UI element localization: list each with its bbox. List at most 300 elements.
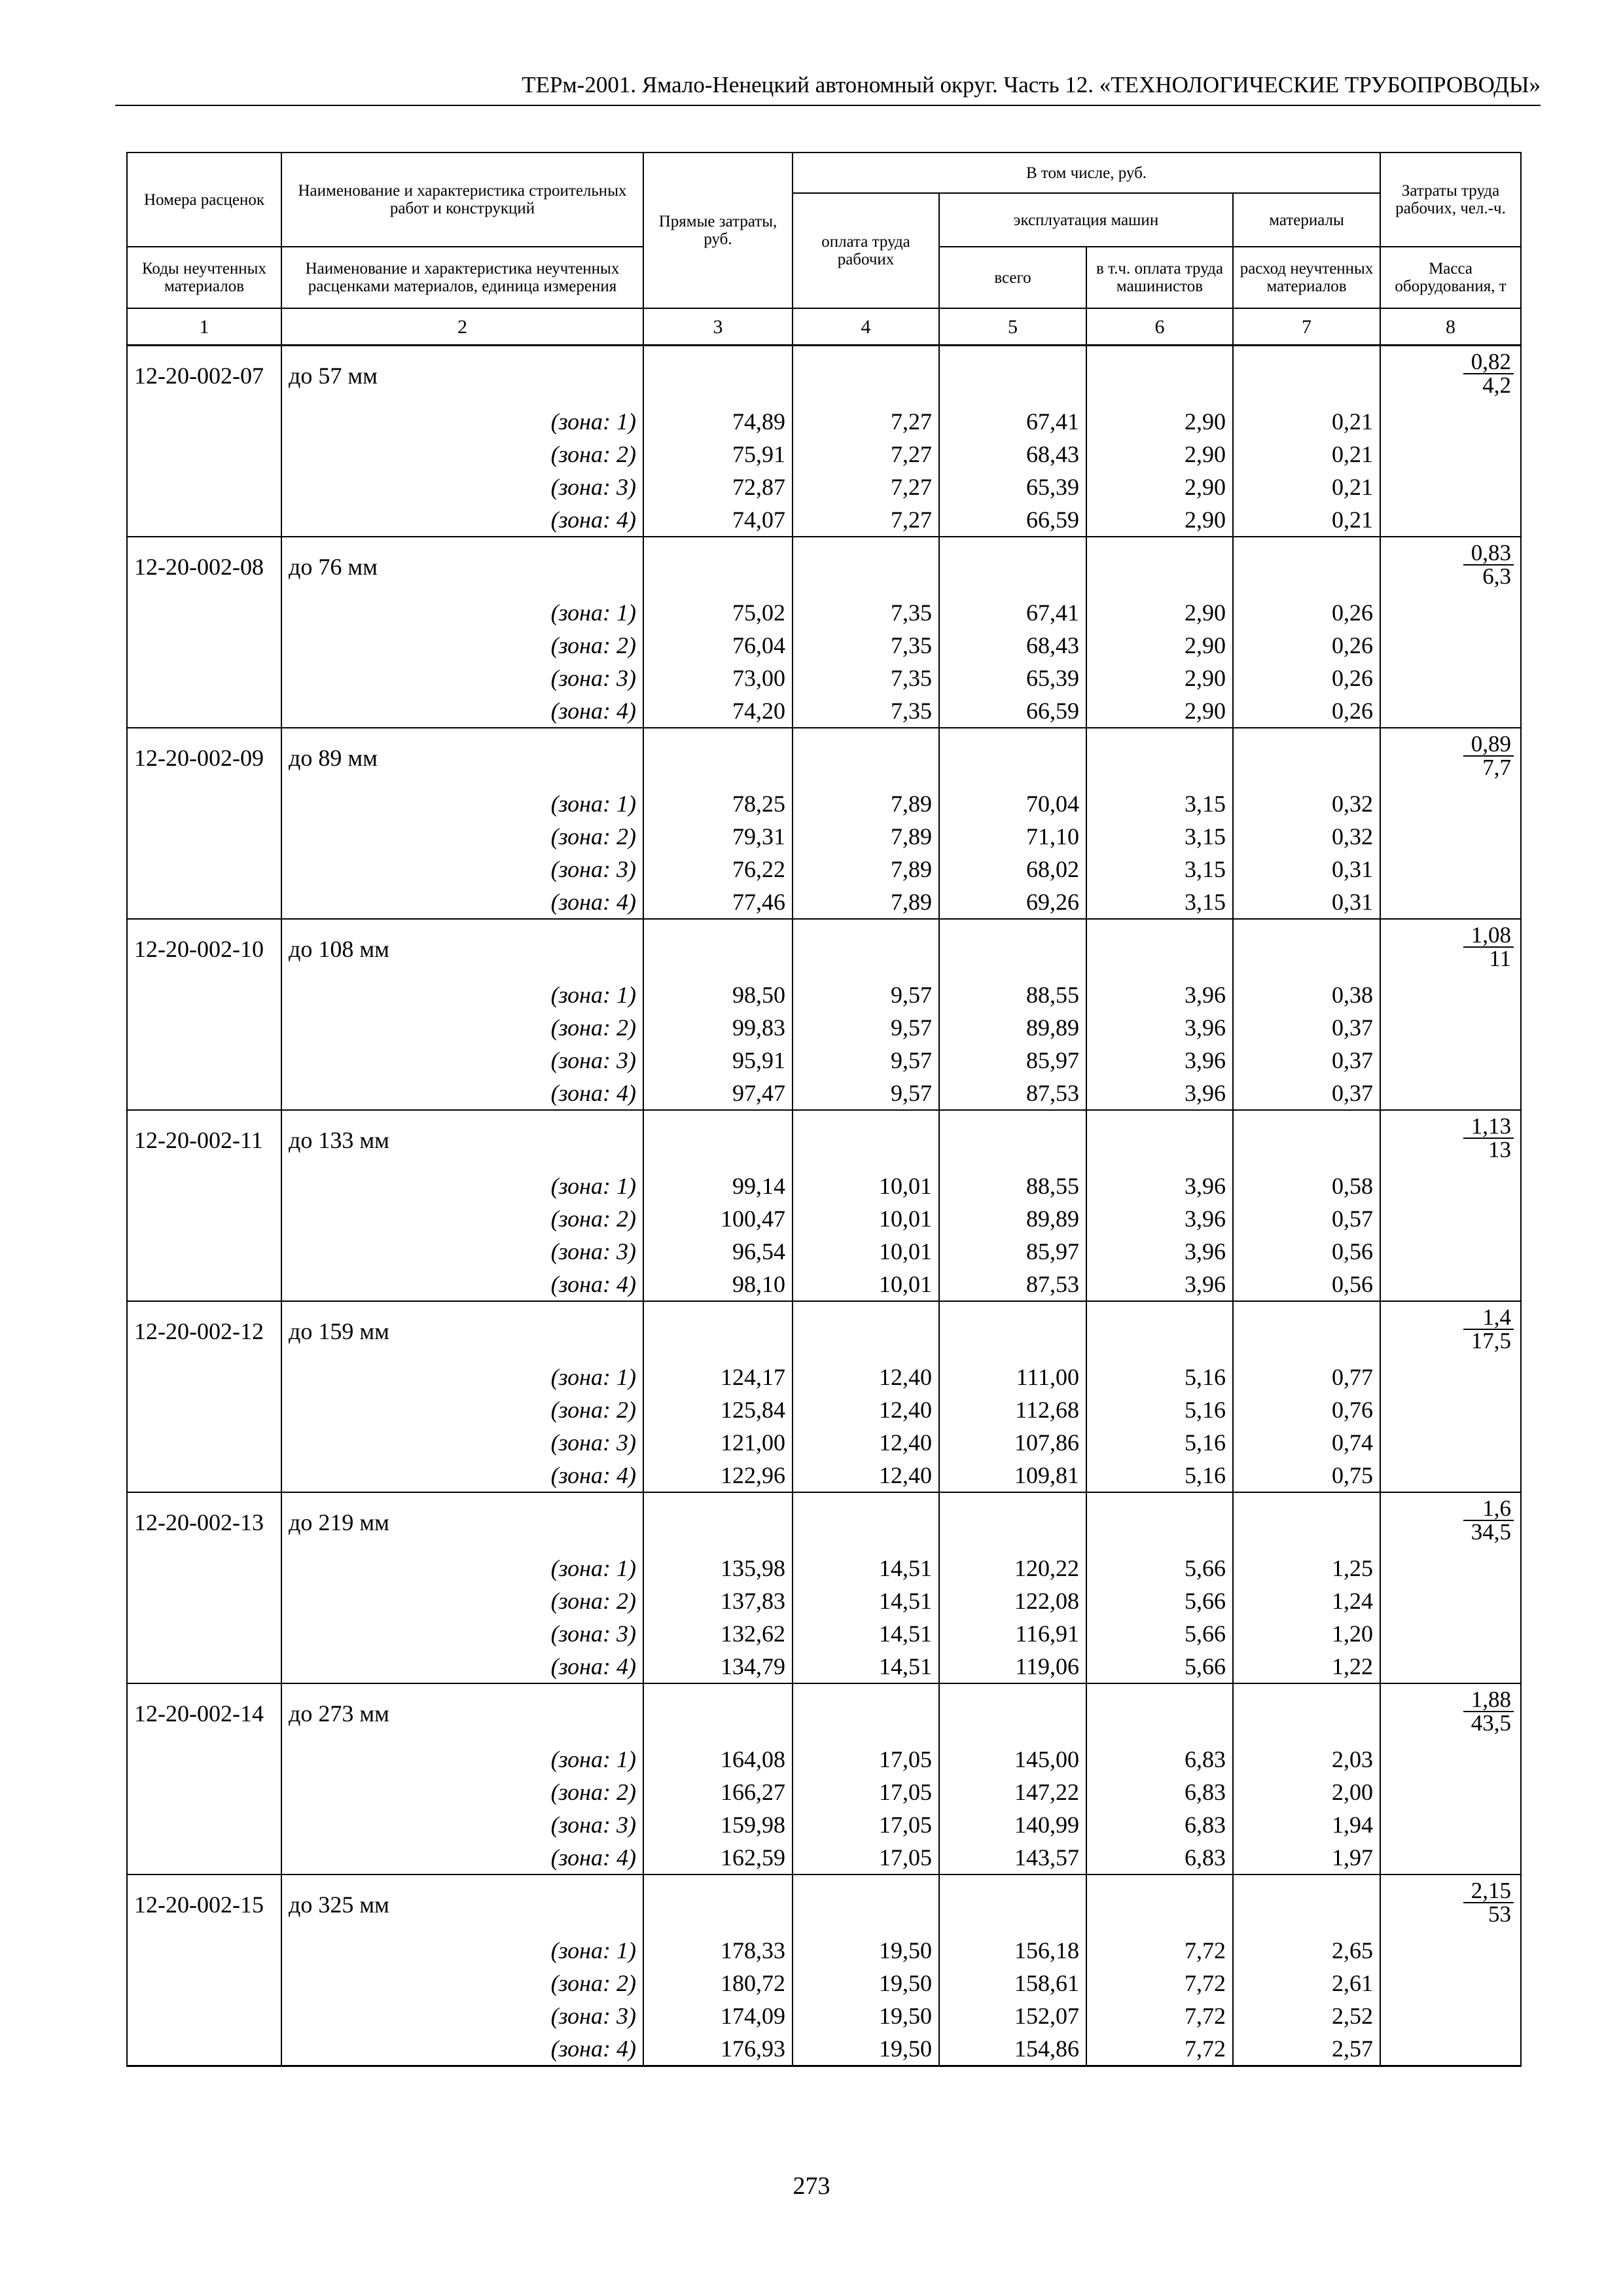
worker-wages-value: 7,27 (793, 471, 939, 503)
rates-body (127, 346, 1521, 2066)
zone-row (127, 1650, 1521, 1683)
empty-cell (127, 1011, 281, 1044)
zone-label: (зона: 2) (281, 1967, 643, 2000)
direct-costs-value: 95,91 (643, 1044, 793, 1077)
rate-name: до 89 мм (281, 728, 643, 787)
machines-total-value: 154,86 (939, 2032, 1086, 2066)
zone-label: (зона: 4) (281, 1650, 643, 1683)
rate-name: до 57 мм (281, 346, 643, 406)
zone-row (127, 1585, 1521, 1617)
operator-wages-value: 2,90 (1086, 662, 1233, 694)
direct-costs-value: 159,98 (643, 1808, 793, 1841)
empty-cell (1086, 1301, 1233, 1361)
empty-cell (1380, 596, 1521, 629)
machines-total-value: 107,86 (939, 1426, 1086, 1459)
rate-name: до 133 мм (281, 1110, 643, 1170)
direct-costs-value: 164,08 (643, 1743, 793, 1776)
zone-label: (зона: 2) (281, 1202, 643, 1235)
labor-mass-fraction (1380, 1492, 1521, 1552)
worker-wages-value: 14,51 (793, 1552, 939, 1585)
worker-wages-value: 7,27 (793, 438, 939, 471)
operator-wages-value: 7,72 (1086, 1967, 1233, 2000)
machines-total-value: 65,39 (939, 471, 1086, 503)
empty-cell (1380, 1170, 1521, 1202)
materials-value: 0,31 (1233, 853, 1380, 886)
empty-cell (1380, 438, 1521, 471)
operator-wages-value: 5,66 (1086, 1650, 1233, 1683)
column-number: 1 (127, 308, 281, 346)
empty-cell (1380, 1585, 1521, 1617)
empty-cell (643, 728, 793, 787)
empty-cell (1380, 662, 1521, 694)
empty-cell (1380, 1967, 1521, 2000)
materials-value: 0,26 (1233, 662, 1380, 694)
header-work-name: Наименование и характеристика строительных работ и конструкций (281, 152, 643, 247)
empty-cell (127, 662, 281, 694)
rate-code: 12-20-002-07 (127, 346, 281, 406)
operator-wages-value: 3,96 (1086, 1077, 1233, 1110)
operator-wages-value: 6,83 (1086, 1808, 1233, 1841)
labor-costs-value: 2,15 (1463, 1880, 1514, 1903)
rate-row (127, 1301, 1521, 1361)
zone-row (127, 596, 1521, 629)
zone-row (127, 1235, 1521, 1268)
zone-row (127, 1841, 1521, 1874)
direct-costs-value: 99,83 (643, 1011, 793, 1044)
zone-row (127, 1170, 1521, 1202)
zone-label: (зона: 2) (281, 1011, 643, 1044)
operator-wages-value: 3,96 (1086, 1268, 1233, 1301)
direct-costs-value: 132,62 (643, 1617, 793, 1650)
empty-cell (1233, 346, 1380, 406)
equipment-mass-value: 11 (1489, 945, 1512, 971)
empty-cell (1380, 1044, 1521, 1077)
empty-cell (127, 978, 281, 1011)
machines-total-value: 116,91 (939, 1617, 1086, 1650)
zone-row (127, 662, 1521, 694)
labor-costs-value: 1,13 (1463, 1115, 1514, 1139)
zone-label: (зона: 4) (281, 1077, 643, 1110)
zone-label: (зона: 3) (281, 471, 643, 503)
zone-label: (зона: 4) (281, 2032, 643, 2066)
materials-value: 0,38 (1233, 978, 1380, 1011)
worker-wages-value: 19,50 (793, 2032, 939, 2066)
zone-row (127, 1808, 1521, 1841)
machines-total-value: 85,97 (939, 1235, 1086, 1268)
labor-costs-value: 0,89 (1463, 733, 1514, 757)
materials-value: 0,76 (1233, 1393, 1380, 1426)
empty-cell (127, 1459, 281, 1492)
zone-row (127, 853, 1521, 886)
empty-cell (1380, 1743, 1521, 1776)
empty-cell (1233, 919, 1380, 978)
labor-mass-fraction (1380, 728, 1521, 787)
machines-total-value: 68,02 (939, 853, 1086, 886)
empty-cell (1380, 820, 1521, 853)
empty-cell (127, 1393, 281, 1426)
empty-cell (1380, 1617, 1521, 1650)
operator-wages-value: 7,72 (1086, 2032, 1233, 2066)
zone-label: (зона: 3) (281, 1235, 643, 1268)
operator-wages-value: 5,66 (1086, 1585, 1233, 1617)
zone-row (127, 978, 1521, 1011)
direct-costs-value: 96,54 (643, 1235, 793, 1268)
materials-value: 2,61 (1233, 1967, 1380, 2000)
materials-value: 2,65 (1233, 1934, 1380, 1967)
rate-name: до 76 мм (281, 537, 643, 596)
empty-cell (643, 1301, 793, 1361)
fraction (1463, 1115, 1514, 1161)
empty-cell (127, 2032, 281, 2066)
direct-costs-value: 98,50 (643, 978, 793, 1011)
machines-total-value: 156,18 (939, 1934, 1086, 1967)
equipment-mass-value: 6,3 (1482, 563, 1512, 589)
materials-value: 0,26 (1233, 596, 1380, 629)
machines-total-value: 120,22 (939, 1552, 1086, 1585)
empty-cell (1380, 1202, 1521, 1235)
zone-label: (зона: 2) (281, 629, 643, 662)
zone-row (127, 1776, 1521, 1808)
zone-label: (зона: 3) (281, 1426, 643, 1459)
zone-label: (зона: 3) (281, 1044, 643, 1077)
equipment-mass-value: 17,5 (1471, 1327, 1512, 1354)
empty-cell (643, 346, 793, 406)
worker-wages-value: 7,27 (793, 405, 939, 438)
column-number: 2 (281, 308, 643, 346)
worker-wages-value: 17,05 (793, 1743, 939, 1776)
worker-wages-value: 10,01 (793, 1170, 939, 1202)
machines-total-value: 67,41 (939, 405, 1086, 438)
worker-wages-value: 10,01 (793, 1235, 939, 1268)
empty-cell (1086, 728, 1233, 787)
zone-row (127, 438, 1521, 471)
empty-cell (127, 1235, 281, 1268)
column-number: 7 (1233, 308, 1380, 346)
materials-value: 0,56 (1233, 1268, 1380, 1301)
zone-row (127, 2032, 1521, 2066)
zone-label: (зона: 3) (281, 1808, 643, 1841)
zone-row (127, 1552, 1521, 1585)
rate-code: 12-20-002-14 (127, 1683, 281, 1743)
rate-row (127, 1874, 1521, 1934)
empty-cell (939, 346, 1086, 406)
rate-code: 12-20-002-12 (127, 1301, 281, 1361)
empty-cell (1380, 1426, 1521, 1459)
materials-value: 1,20 (1233, 1617, 1380, 1650)
materials-value: 0,57 (1233, 1202, 1380, 1235)
empty-cell (643, 1492, 793, 1552)
empty-cell (1380, 978, 1521, 1011)
rate-name: до 108 мм (281, 919, 643, 978)
zone-label: (зона: 1) (281, 1743, 643, 1776)
worker-wages-value: 7,89 (793, 820, 939, 853)
fraction (1463, 924, 1514, 970)
empty-cell (1086, 537, 1233, 596)
column-number: 3 (643, 308, 793, 346)
empty-cell (1380, 1077, 1521, 1110)
direct-costs-value: 134,79 (643, 1650, 793, 1683)
empty-cell (1380, 2000, 1521, 2032)
fraction (1463, 348, 1514, 398)
materials-value: 0,21 (1233, 405, 1380, 438)
worker-wages-value: 14,51 (793, 1585, 939, 1617)
operator-wages-value: 5,16 (1086, 1426, 1233, 1459)
materials-value: 0,56 (1233, 1235, 1380, 1268)
operator-wages-value: 2,90 (1086, 438, 1233, 471)
materials-value: 0,37 (1233, 1044, 1380, 1077)
empty-cell (1380, 503, 1521, 537)
zone-label: (зона: 1) (281, 978, 643, 1011)
operator-wages-value: 3,96 (1086, 1011, 1233, 1044)
direct-costs-value: 180,72 (643, 1967, 793, 2000)
operator-wages-value: 2,90 (1086, 503, 1233, 537)
materials-value: 1,22 (1233, 1650, 1380, 1683)
rate-name: до 159 мм (281, 1301, 643, 1361)
rate-row (127, 919, 1521, 978)
zone-row (127, 1011, 1521, 1044)
empty-cell (127, 2000, 281, 2032)
worker-wages-value: 12,40 (793, 1393, 939, 1426)
machines-total-value: 66,59 (939, 503, 1086, 537)
empty-cell (1380, 787, 1521, 820)
zone-row (127, 1393, 1521, 1426)
direct-costs-value: 79,31 (643, 820, 793, 853)
rate-code: 12-20-002-10 (127, 919, 281, 978)
empty-cell (1380, 1808, 1521, 1841)
worker-wages-value: 19,50 (793, 1967, 939, 2000)
materials-value: 0,31 (1233, 886, 1380, 919)
rates-table (126, 152, 1522, 2067)
zone-row (127, 787, 1521, 820)
zone-row (127, 1044, 1521, 1077)
zone-row (127, 1459, 1521, 1492)
empty-cell (127, 503, 281, 537)
rate-row (127, 1683, 1521, 1743)
operator-wages-value: 2,90 (1086, 629, 1233, 662)
direct-costs-value: 75,02 (643, 596, 793, 629)
header-equipment-mass: Масса оборудования, т (1380, 247, 1521, 308)
empty-cell (1086, 1683, 1233, 1743)
machines-total-value: 158,61 (939, 1967, 1086, 2000)
machines-total-value: 68,43 (939, 438, 1086, 471)
direct-costs-value: 122,96 (643, 1459, 793, 1492)
empty-cell (1233, 1110, 1380, 1170)
empty-cell (1380, 1011, 1521, 1044)
rate-code: 12-20-002-13 (127, 1492, 281, 1552)
direct-costs-value: 74,89 (643, 405, 793, 438)
empty-cell (127, 1743, 281, 1776)
materials-value: 0,21 (1233, 438, 1380, 471)
direct-costs-value: 76,22 (643, 853, 793, 886)
empty-cell (1086, 346, 1233, 406)
labor-mass-fraction (1380, 1874, 1521, 1934)
empty-cell (1233, 1492, 1380, 1552)
zone-label: (зона: 4) (281, 694, 643, 728)
machines-total-value: 89,89 (939, 1202, 1086, 1235)
empty-cell (1086, 1110, 1233, 1170)
materials-value: 2,03 (1233, 1743, 1380, 1776)
fraction (1463, 1495, 1514, 1545)
operator-wages-value: 3,15 (1086, 787, 1233, 820)
labor-mass-fraction (1380, 537, 1521, 596)
machines-total-value: 109,81 (939, 1459, 1086, 1492)
fraction (1463, 1686, 1514, 1736)
empty-cell (127, 471, 281, 503)
page-number: 273 (793, 2172, 830, 2200)
zone-label: (зона: 2) (281, 1585, 643, 1617)
materials-value: 0,26 (1233, 694, 1380, 728)
fraction (1463, 1877, 1514, 1927)
machines-total-value: 152,07 (939, 2000, 1086, 2032)
header-machines-total: всего (939, 247, 1086, 308)
operator-wages-value: 3,96 (1086, 1235, 1233, 1268)
empty-cell (1380, 1268, 1521, 1301)
materials-value: 0,37 (1233, 1011, 1380, 1044)
zone-row (127, 1934, 1521, 1967)
labor-mass-fraction (1380, 919, 1521, 978)
worker-wages-value: 19,50 (793, 1934, 939, 1967)
worker-wages-value: 10,01 (793, 1202, 939, 1235)
worker-wages-value: 14,51 (793, 1617, 939, 1650)
materials-value: 0,32 (1233, 820, 1380, 853)
empty-cell (127, 1585, 281, 1617)
empty-cell (1233, 728, 1380, 787)
materials-value: 1,94 (1233, 1808, 1380, 1841)
zone-label: (зона: 2) (281, 438, 643, 471)
rate-row (127, 537, 1521, 596)
operator-wages-value: 3,96 (1086, 1044, 1233, 1077)
rate-row (127, 728, 1521, 787)
empty-cell (1380, 694, 1521, 728)
worker-wages-value: 7,35 (793, 629, 939, 662)
worker-wages-value: 7,27 (793, 503, 939, 537)
materials-value: 0,74 (1233, 1426, 1380, 1459)
empty-cell (939, 1874, 1086, 1934)
direct-costs-value: 98,10 (643, 1268, 793, 1301)
empty-cell (127, 1044, 281, 1077)
column-number: 6 (1086, 308, 1233, 346)
direct-costs-value: 74,20 (643, 694, 793, 728)
zone-label: (зона: 4) (281, 1268, 643, 1301)
machines-total-value: 89,89 (939, 1011, 1086, 1044)
direct-costs-value: 74,07 (643, 503, 793, 537)
worker-wages-value: 9,57 (793, 1044, 939, 1077)
zone-label: (зона: 1) (281, 1934, 643, 1967)
empty-cell (793, 346, 939, 406)
labor-mass-fraction (1380, 1110, 1521, 1170)
empty-cell (1380, 629, 1521, 662)
header-worker-wages: оплата труда рабочих (793, 193, 939, 308)
worker-wages-value: 9,57 (793, 978, 939, 1011)
worker-wages-value: 7,89 (793, 853, 939, 886)
operator-wages-value: 7,72 (1086, 2000, 1233, 2032)
operator-wages-value: 6,83 (1086, 1841, 1233, 1874)
operator-wages-value: 5,66 (1086, 1552, 1233, 1585)
column-number: 8 (1380, 308, 1521, 346)
materials-value: 0,21 (1233, 503, 1380, 537)
machines-total-value: 67,41 (939, 596, 1086, 629)
empty-cell (1380, 1459, 1521, 1492)
empty-cell (643, 1874, 793, 1934)
zone-row (127, 820, 1521, 853)
zone-label: (зона: 2) (281, 1393, 643, 1426)
operator-wages-value: 2,90 (1086, 596, 1233, 629)
empty-cell (939, 1492, 1086, 1552)
empty-cell (1380, 1650, 1521, 1683)
machines-total-value: 71,10 (939, 820, 1086, 853)
empty-cell (127, 1808, 281, 1841)
operator-wages-value: 3,15 (1086, 820, 1233, 853)
worker-wages-value: 17,05 (793, 1841, 939, 1874)
zone-row (127, 1617, 1521, 1650)
labor-mass-fraction (1380, 1301, 1521, 1361)
zone-label: (зона: 1) (281, 1361, 643, 1393)
rate-row (127, 346, 1521, 406)
materials-value: 0,26 (1233, 629, 1380, 662)
zone-label: (зона: 2) (281, 820, 643, 853)
machines-total-value: 88,55 (939, 1170, 1086, 1202)
header-material-names: Наименование и характеристика неучтенных расценками материалов, единица измерения (281, 247, 643, 308)
empty-cell (127, 405, 281, 438)
zone-row (127, 2000, 1521, 2032)
worker-wages-value: 7,35 (793, 596, 939, 629)
machines-total-value: 122,08 (939, 1585, 1086, 1617)
labor-costs-value: 1,08 (1463, 924, 1514, 948)
empty-cell (127, 886, 281, 919)
machines-total-value: 119,06 (939, 1650, 1086, 1683)
machines-total-value: 143,57 (939, 1841, 1086, 1874)
empty-cell (1380, 1934, 1521, 1967)
materials-value: 1,25 (1233, 1552, 1380, 1585)
labor-mass-fraction (1380, 346, 1521, 406)
direct-costs-value: 135,98 (643, 1552, 793, 1585)
zone-label: (зона: 1) (281, 405, 643, 438)
zone-row (127, 1426, 1521, 1459)
equipment-mass-value: 7,7 (1482, 754, 1512, 780)
header-machines-group: эксплуатация машин (939, 193, 1233, 247)
operator-wages-value: 2,90 (1086, 405, 1233, 438)
empty-cell (127, 853, 281, 886)
operator-wages-value: 3,96 (1086, 1202, 1233, 1235)
materials-value: 0,75 (1233, 1459, 1380, 1492)
worker-wages-value: 9,57 (793, 1077, 939, 1110)
zone-row (127, 629, 1521, 662)
empty-cell (127, 1361, 281, 1393)
machines-total-value: 140,99 (939, 1808, 1086, 1841)
header-materials-group: материалы (1233, 193, 1380, 247)
worker-wages-value: 7,89 (793, 886, 939, 919)
direct-costs-value: 78,25 (643, 787, 793, 820)
labor-mass-fraction (1380, 1683, 1521, 1743)
empty-cell (127, 629, 281, 662)
worker-wages-value: 12,40 (793, 1426, 939, 1459)
empty-cell (1233, 1683, 1380, 1743)
zone-row (127, 1743, 1521, 1776)
empty-cell (939, 1301, 1086, 1361)
direct-costs-value: 162,59 (643, 1841, 793, 1874)
header-direct-costs: Прямые затраты, руб. (643, 152, 793, 308)
equipment-mass-value: 43,5 (1471, 1710, 1512, 1736)
labor-costs-value: 1,4 (1463, 1306, 1514, 1330)
machines-total-value: 66,59 (939, 694, 1086, 728)
rate-code: 12-20-002-11 (127, 1110, 281, 1170)
empty-cell (643, 537, 793, 596)
empty-cell (1380, 886, 1521, 919)
machines-total-value: 65,39 (939, 662, 1086, 694)
empty-cell (643, 919, 793, 978)
empty-cell (1380, 853, 1521, 886)
header-material-consumption: расход неучтенных материалов (1233, 247, 1380, 308)
